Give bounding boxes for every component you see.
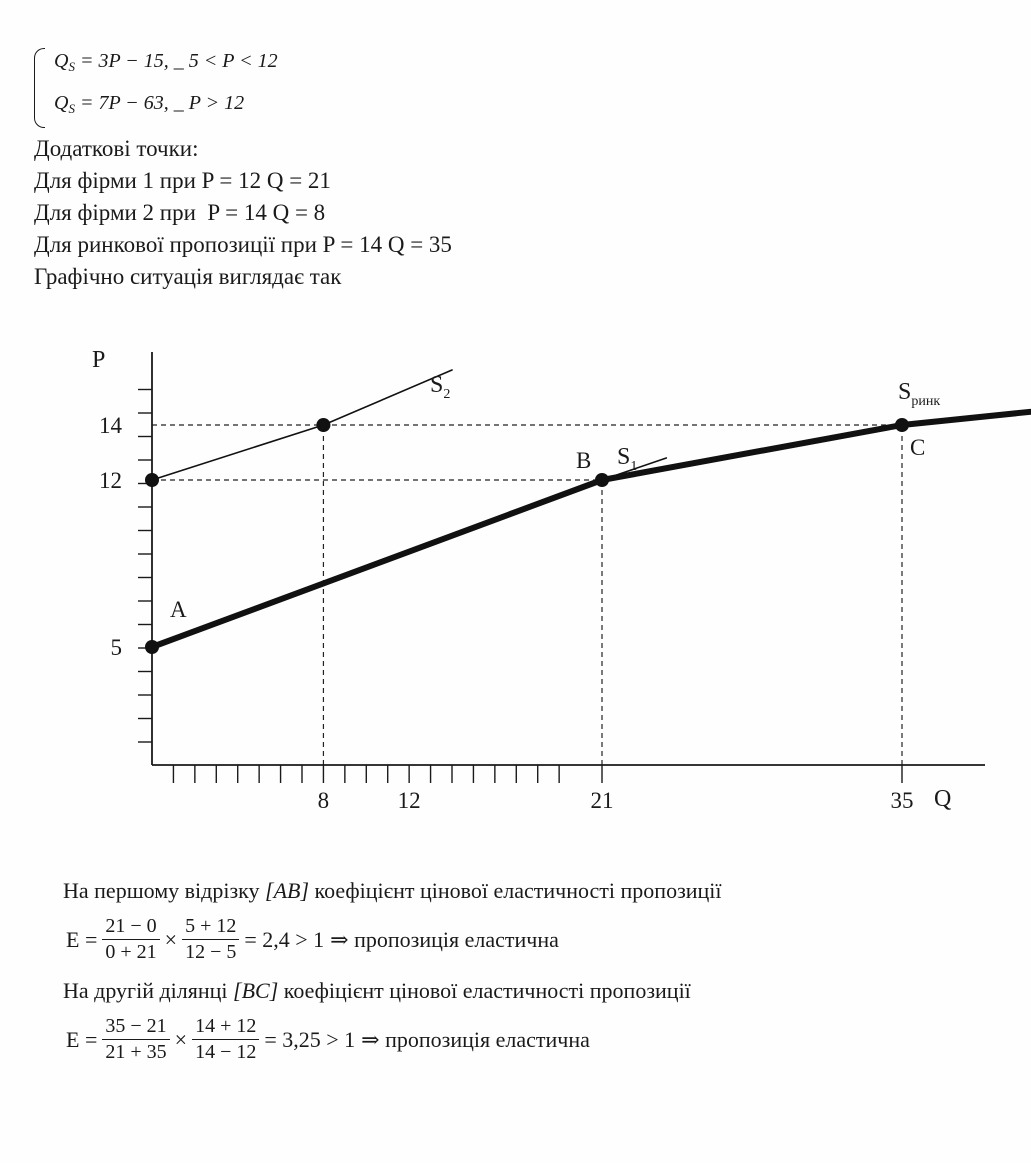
point-label-B: B [576, 448, 592, 473]
f1-conclusion: ⇒ пропозиція еластична [330, 926, 559, 952]
x-tick-label: 35 [890, 788, 914, 813]
f2-times: × [174, 1026, 188, 1052]
point-unlabeled-4 [316, 418, 330, 432]
chart-labels [92, 347, 951, 813]
y-axis-label: P [92, 347, 106, 373]
point-label-A: A [170, 597, 187, 622]
point-C [895, 418, 909, 432]
f2-fraction-1 [102, 1014, 169, 1065]
supply-curve-3 [152, 403, 1031, 647]
eq1-subscript: S [68, 59, 75, 74]
f1-result: = 2,4 > 1 [244, 926, 325, 952]
y-tick-label: 14 [99, 413, 122, 438]
series-label-sub-3: ринк [911, 394, 941, 409]
f1-lhs: E = [66, 926, 98, 952]
f2-den-1: 21 + 35 [105, 1041, 167, 1063]
intro-line-5: Графічно ситуація виглядає так [34, 264, 342, 289]
elasticity-formula-2 [63, 1014, 593, 1065]
dashed-guides [152, 425, 902, 765]
analysis-line-1 [63, 878, 722, 904]
f2-lhs: E = [66, 1026, 98, 1052]
axes [138, 352, 985, 783]
series-label-sub-2: 2 [443, 387, 451, 402]
series-label-sub-1: 1 [630, 459, 638, 474]
elasticity-formula-1 [63, 914, 562, 965]
point-label-C: C [910, 435, 926, 460]
intro-line-1: Додаткові точки: [34, 136, 199, 161]
f2-conclusion: ⇒ пропозиція еластична [361, 1026, 590, 1052]
point-B [595, 473, 609, 487]
f2-result: = 3,25 > 1 [264, 1026, 356, 1052]
points [145, 418, 909, 654]
series-label-1: $S_1$ [617, 444, 638, 474]
eq2-lhs: Q [54, 92, 69, 114]
point-unlabeled-3 [145, 473, 159, 487]
x-tick-label: 8 [317, 788, 330, 813]
analysis-line-1-pre: На першому відрізку [63, 878, 266, 903]
f2-num-2: 14 + 12 [192, 1014, 259, 1040]
series-label-2: $S_2$ [430, 372, 451, 402]
eq1-rhs: = 3P − 15, _ 5 < P < 12 [74, 50, 278, 72]
f1-num-2: 5 + 12 [182, 914, 239, 940]
f2-num-1: 35 − 21 [102, 1014, 169, 1040]
x-tick-label: 21 [590, 788, 614, 813]
intro-line-4: Для ринкової пропозиції при P = 14 Q = 35 [34, 232, 452, 257]
f1-den-2: 12 − 5 [185, 941, 237, 963]
series-label-3: $S_{ринк}$ [898, 379, 941, 409]
analysis-line-2 [63, 978, 691, 1004]
eq1-lhs: Q [54, 50, 69, 72]
analysis-line-2-pre: На другій ділянці [63, 978, 234, 1003]
intro-line-3: Для фірми 2 при P = 14 Q = 8 [34, 200, 326, 225]
x-axis-label: Q [934, 786, 952, 812]
f2-fraction-2 [192, 1014, 259, 1065]
analysis-line-2-post: коефіцієнт цінової еластичності пропозиції [278, 978, 691, 1003]
intro-line-2: Для фірми 1 при P = 12 Q = 21 [34, 168, 331, 193]
f1-fraction-2 [182, 914, 239, 965]
eq2-subscript: S [68, 101, 75, 116]
f1-den-1: 0 + 21 [105, 941, 157, 963]
segment-ab: [AB] [265, 878, 310, 903]
x-tick-label: 12 [397, 788, 421, 813]
f1-times: × [164, 926, 178, 952]
f1-fraction-1 [102, 914, 159, 965]
supply-curves [152, 370, 1031, 647]
y-tick-label: 12 [99, 468, 122, 493]
f2-den-2: 14 − 12 [195, 1041, 257, 1063]
segment-bc: [BC] [233, 978, 279, 1003]
f1-num-1: 21 − 0 [102, 914, 159, 940]
eq2-rhs: = 7P − 63, _ P > 12 [74, 92, 245, 114]
analysis-line-1-post: коефіцієнт цінової еластичності пропозиції [309, 878, 722, 903]
y-tick-label: 5 [110, 635, 122, 660]
point-A [145, 640, 159, 654]
